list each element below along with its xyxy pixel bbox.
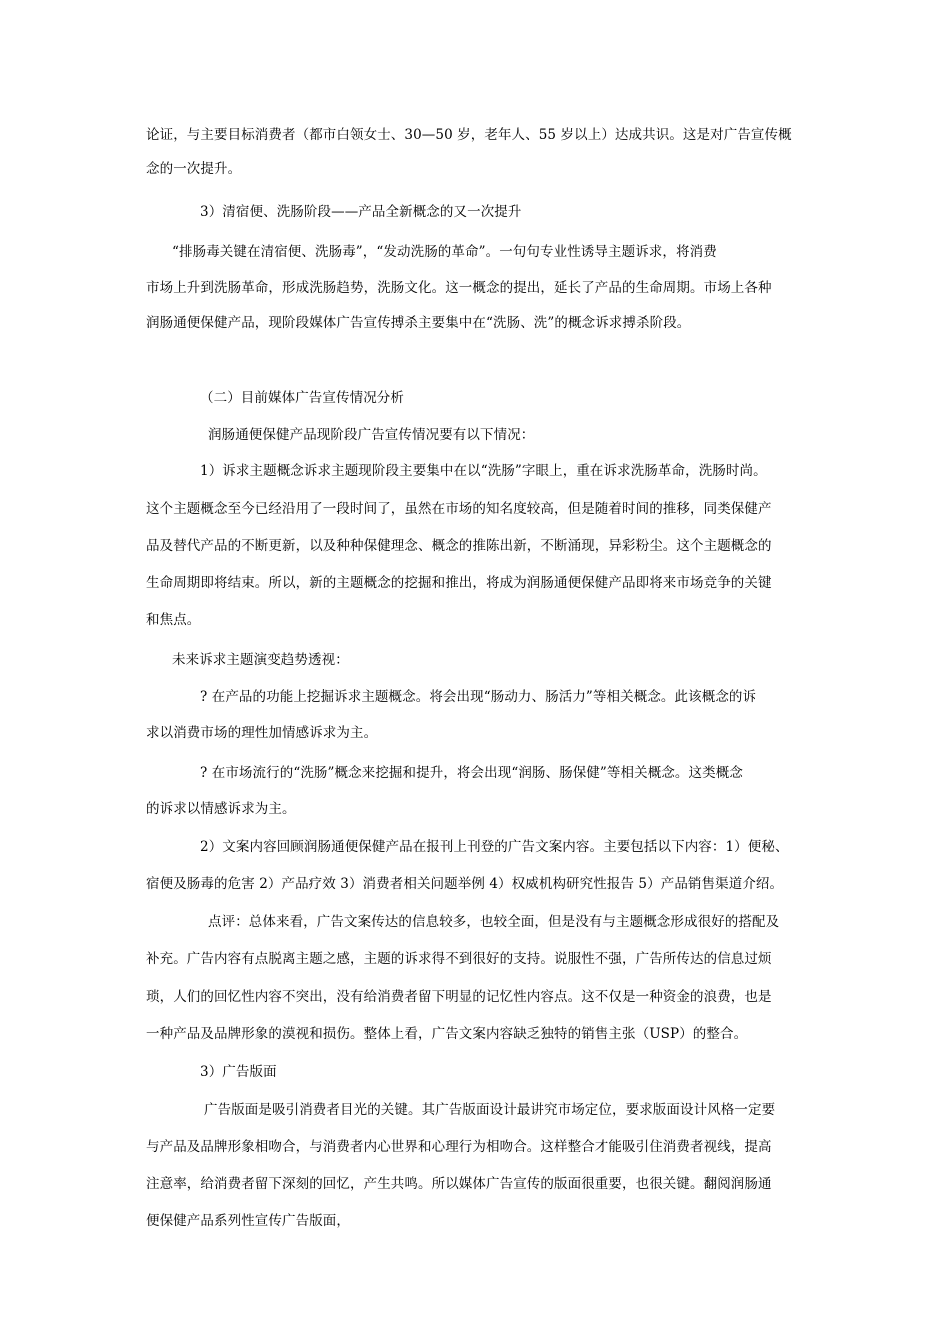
paragraph-line: 点评：总体来看，广告文案传达的信息较多，也较全面，但是没有与主题概念形成很好的搭配及 (208, 914, 780, 930)
paragraph-line: 品及替代产品的不断更新，以及种种保健理念、概念的推陈出新，不断涌现，异彩粉尘。这个主题概念的 (146, 538, 772, 554)
paragraph-line: 广告版面是吸引消费者目光的关键。其广告版面设计最讲究市场定位，要求版面设计风格一定要 (204, 1102, 776, 1118)
paragraph-line: 2）文案内容回顾润肠通便保健产品在报刊上刊登的广告文案内容。主要包括以下内容：1）便秘、 (200, 839, 789, 855)
section-heading: （二）目前媒体广告宣传情况分析 (200, 390, 404, 406)
paragraph-line: 1）诉求主题概念诉求主题现阶段主要集中在以“洗肠”字眼上，重在诉求洗肠革命，洗肠时尚。 (200, 463, 767, 479)
paragraph-line: 注意率，给消费者留下深刻的回忆，产生共鸣。所以媒体广告宣传的版面很重要，也很关键。翻阅润肠通 (146, 1176, 772, 1192)
paragraph-line: 一种产品及品牌形象的漠视和损伤。整体上看，广告文案内容缺乏独特的销售主张（USP）的整合。 (146, 1026, 748, 1042)
paragraph-line: 和焦点。 (146, 612, 201, 628)
paragraph-line: 宿便及肠毒的危害 2）产品疗效 3）消费者相关问题举例 4）权威机构研究性报告 5）产品销售渠道介绍。 (146, 876, 784, 892)
paragraph-line: 这个主题概念至今已经沿用了一段时间了，虽然在市场的知名度较高，但是随着时间的推移，同类保健产 (146, 501, 772, 517)
intro-line: 润肠通便保健产品现阶段广告宣传情况要有以下情况： (208, 427, 535, 443)
paragraph-line: 补充。广告内容有点脱离主题之感，主题的诉求得不到很好的支持。说服性不强，广告所传达的信息过烦 (146, 951, 772, 967)
paragraph-line: 论证，与主要目标消费者（都市白领女士、30—50 岁，老年人、55 岁以上）达成共识。这是对广告宣传概 (146, 127, 792, 143)
bullet-line: ? 在市场流行的“洗肠”概念来挖掘和提升，将会出现“润肠、肠保健”等相关概念。这类概念 (200, 765, 743, 781)
paragraph-line: 市场上升到洗肠革命，形成洗肠趋势，洗肠文化。这一概念的提出，延长了产品的生命周期。市场上各种 (146, 280, 772, 296)
bullet-line: ? 在产品的功能上挖掘诉求主题概念。将会出现“肠动力、肠活力”等相关概念。此该概念的诉 (200, 689, 757, 705)
paragraph-line: 念的一次提升。 (146, 161, 242, 177)
subheading-layout: 3）广告版面 (200, 1064, 277, 1080)
trend-heading: 未来诉求主题演变趋势透视： (172, 652, 349, 668)
paragraph-line: 生命周期即将结束。所以，新的主题概念的挖掘和推出，将成为润肠通便保健产品即将来市场竞争的关键 (146, 575, 772, 591)
paragraph-line: 润肠通便保健产品，现阶段媒体广告宣传搏杀主要集中在“洗肠、洗”的概念诉求搏杀阶段。 (146, 315, 691, 331)
subheading-stage3: 3）清宿便、洗肠阶段——产品全新概念的又一次提升 (200, 204, 522, 220)
paragraph-line: 琐，人们的回忆性内容不突出，没有给消费者留下明显的记忆性内容点。这不仅是一种资金的浪费，也是 (146, 989, 772, 1005)
bullet-line: 求以消费市场的理性加情感诉求为主。 (146, 725, 378, 741)
bullet-line: 的诉求以情感诉求为主。 (146, 801, 296, 817)
paragraph-line: “排肠毒关键在清宿便、洗肠毒”，“发动洗肠的革命”。一句句专业性诱导主题诉求，将消费 (172, 244, 717, 260)
paragraph-line: 与产品及品牌形象相吻合，与消费者内心世界和心理行为相吻合。这样整合才能吸引住消费者视线，提高 (146, 1139, 772, 1155)
paragraph-line: 便保健产品系列性宣传广告版面， (146, 1213, 350, 1229)
